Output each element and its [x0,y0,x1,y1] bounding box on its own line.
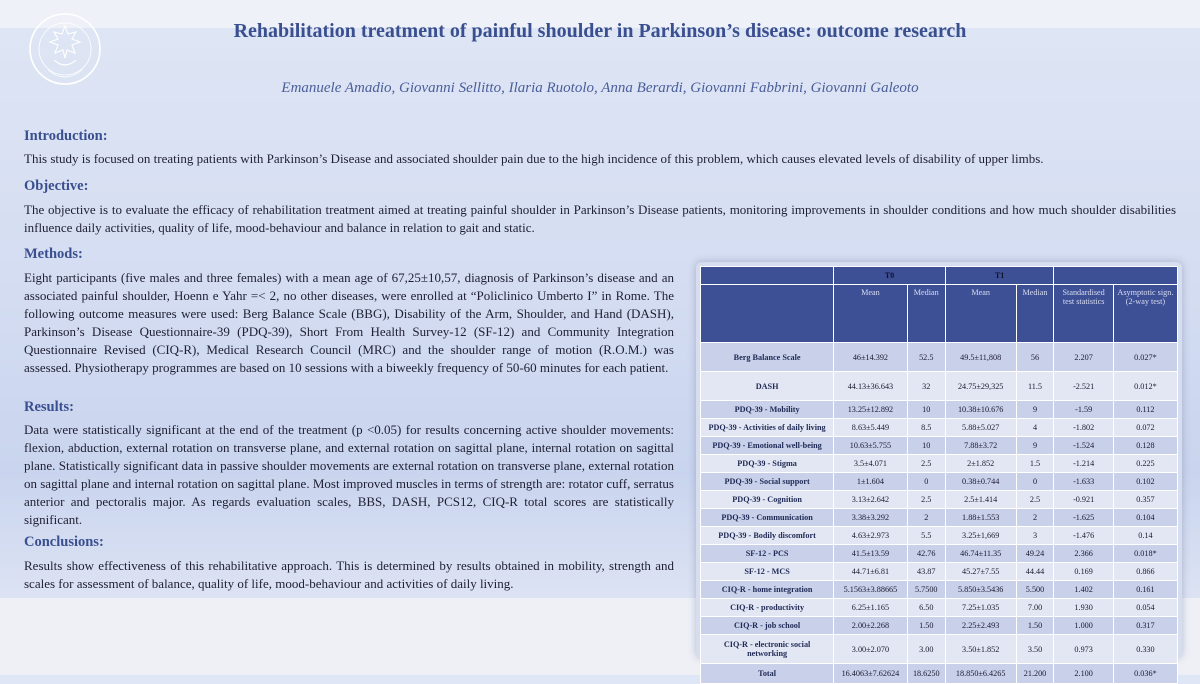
table-cell: 10 [907,401,945,419]
table-cell: 44.71±6.81 [834,563,908,581]
row-label-cell: CIQ-R - home integration [701,581,834,599]
table-cell: 3.00 [907,635,945,664]
table-cell: -0.921 [1054,491,1113,509]
table-cell: 1±1.604 [834,473,908,491]
table-cell: 5.88±5.027 [945,419,1016,437]
table-cell: 16.4063±7.62624 [834,664,908,684]
author-list: Emanuele Amadio, Giovanni Sellitto, Ilaria Ruotolo, Anna Berardi, Giovanni Fabbrini, Giovanni Galeoto [281,80,919,96]
table-cell: 49.24 [1016,545,1054,563]
table-cell: 0.072 [1113,419,1177,437]
row-label-cell: PDQ-39 - Stigma [701,455,834,473]
table-cell: 0.866 [1113,563,1177,581]
table-corner [701,267,834,285]
table-cell: 3.50±1.852 [945,635,1016,664]
conclusions-heading: Conclusions: [24,534,104,550]
table-row [701,599,1178,617]
row-label-cell: PDQ-39 - Emotional well-being [701,437,834,455]
introduction-text: This study is focused on treating patients with Parkinson’s Disease and associated shoulder pain due to the high incidence of this problem, which causes elevated levels of disability of upper limbs. [24,151,1044,166]
table-cell: 0.161 [1113,581,1177,599]
conclusions-text: Results show effectiveness of this rehabilitative approach. This is determined by results obtained in mobility, strength and scales for assessment of balance, quality of life, mood-behaviour and activities of daily living. [24,558,674,591]
table-cell: 0 [1016,473,1054,491]
table-cell: 2.207 [1054,343,1113,372]
table-cell: 0.38±0.744 [945,473,1016,491]
row-label-cell: SF-12 - PCS [701,545,834,563]
table-cell: 41.5±13.59 [834,545,908,563]
table-cell: 0.14 [1113,527,1177,545]
table-cell: 2.5 [1016,491,1054,509]
table-row [701,581,1178,599]
table-row [701,343,1178,372]
row-label-cell: DASH [701,372,834,401]
table-cell: 56 [1016,343,1054,372]
column-header: Median [1016,285,1054,343]
table-cell: 3.13±2.642 [834,491,908,509]
table-cell: 5.500 [1016,581,1054,599]
table-row [701,372,1178,401]
results-heading: Results: [24,399,74,415]
table-cell: 3 [1016,527,1054,545]
table-cell: 0.330 [1113,635,1177,664]
table-cell: 45.27±7.55 [945,563,1016,581]
column-header: Asymptotic sign. (2-way test) [1113,285,1177,343]
table-cell: -1.476 [1054,527,1113,545]
table-cell: 10.63±5.755 [834,437,908,455]
table-cell: -1.214 [1054,455,1113,473]
table-cell: 5.7500 [907,581,945,599]
table-cell: 2 [907,509,945,527]
table-cell: 18.6250 [907,664,945,684]
table-cell: 0.128 [1113,437,1177,455]
table-cell: 4 [1016,419,1054,437]
table-cell: 9 [1016,401,1054,419]
row-label-cell: CIQ-R - productivity [701,599,834,617]
table-cell: -1.524 [1054,437,1113,455]
table-cell: -1.625 [1054,509,1113,527]
table-cell: 1.5 [1016,455,1054,473]
table-cell: 0.112 [1113,401,1177,419]
table-cell: 0.169 [1054,563,1113,581]
table-cell: 24.75±29,325 [945,372,1016,401]
table-cell: 0.102 [1113,473,1177,491]
table-cell: 10.38±10.676 [945,401,1016,419]
table-cell: 2.5 [907,455,945,473]
table-cell: 0.054 [1113,599,1177,617]
group-header-t0: T0 [834,267,946,285]
table-row [701,563,1178,581]
table-cell: 7.88±3.72 [945,437,1016,455]
table-row [701,437,1178,455]
row-label-cell: CIQ-R - job school [701,617,834,635]
objective-text: The objective is to evaluate the efficacy of rehabilitation treatment aimed at treating painful shoulder in Parkinson’s Disease patients, monitoring improvements in shoulder conditions and how much shoulder disabilities influence daily activities, quality of life, mood-behaviour and balance in relation to gait and static. [24,202,1176,235]
table-row [701,455,1178,473]
column-header [701,285,834,343]
table-cell: 46.74±11.35 [945,545,1016,563]
table-cell: 46±14.392 [834,343,908,372]
row-label-cell: PDQ-39 - Social support [701,473,834,491]
table-cell: 9 [1016,437,1054,455]
column-header: Mean [945,285,1016,343]
table-cell: 5.1563±3.88665 [834,581,908,599]
table-cell: 18.850±6.4265 [945,664,1016,684]
table-row [701,419,1178,437]
table-cell: 2.00±2.268 [834,617,908,635]
table-cell: -2.521 [1054,372,1113,401]
group-header-blank [1054,267,1178,285]
results-table [700,266,1178,684]
row-label-cell: PDQ-39 - Communication [701,509,834,527]
column-header: Median [907,285,945,343]
row-label-cell: PDQ-39 - Bodily discomfort [701,527,834,545]
table-cell: 44.44 [1016,563,1054,581]
table-cell: 2 [1016,509,1054,527]
row-label-cell: SF-12 - MCS [701,563,834,581]
table-cell: 5.5 [907,527,945,545]
table-cell: 4.63±2.973 [834,527,908,545]
table-row [701,491,1178,509]
table-cell: 2.5±1.414 [945,491,1016,509]
poster-title: Rehabilitation treatment of painful shoulder in Parkinson’s disease: outcome research [233,20,967,42]
table-cell: 7.25±1.035 [945,599,1016,617]
table-row [701,509,1178,527]
table-cell: 2.366 [1054,545,1113,563]
table-cell: 2.25±2.493 [945,617,1016,635]
table-cell: 0.104 [1113,509,1177,527]
table-cell: 1.000 [1054,617,1113,635]
table-cell: 7.00 [1016,599,1054,617]
table-cell: 0.973 [1054,635,1113,664]
table-cell: 0.018* [1113,545,1177,563]
table-cell: 3.00±2.070 [834,635,908,664]
table-cell: 3.5±4.071 [834,455,908,473]
row-label-cell: CIQ-R - electronic social networking [701,635,834,664]
row-label-cell: Total [701,664,834,684]
table-cell: 0.036* [1113,664,1177,684]
table-cell: 5.850±3.5436 [945,581,1016,599]
table-cell: 0.357 [1113,491,1177,509]
table-row [701,401,1178,419]
table-cell: 11.5 [1016,372,1054,401]
objective-heading: Objective: [24,178,89,194]
column-header: Mean [834,285,908,343]
results-text: Data were statistically significant at the end of the treatment (p <0.05) for results concerning active shoulder movements: flexion, abduction, external rotation on transverse plane, and external rotation on sagittal plane, internal rotation on sagittal plane. Statistically significant data in passive shoulder movements are external rotation on transverse plane, external rotation on sagittal plane and internal rotation on sagittal plane. Most improved muscles in terms of strength are: rotator cuff, serratus anterior and pectoralis major. As regards evaluation scales, BBS, DASH, PCS12, CIQ-R total scores are statistically significant. [24,422,674,527]
table-cell: 1.50 [907,617,945,635]
row-label-cell: PDQ-39 - Mobility [701,401,834,419]
table-cell: 1.88±1.553 [945,509,1016,527]
table-cell: 21.200 [1016,664,1054,684]
table-cell: 44.13±36.643 [834,372,908,401]
table-cell: 2.5 [907,491,945,509]
table-cell: 10 [907,437,945,455]
group-header-t1: T1 [945,267,1054,285]
table-body [701,343,1178,684]
table-cell: -1.59 [1054,401,1113,419]
table-cell: 42.76 [907,545,945,563]
table-row [701,635,1178,664]
table-cell: 0.012* [1113,372,1177,401]
table-row [701,664,1178,684]
table-cell: 1.402 [1054,581,1113,599]
table-cell: 2±1.852 [945,455,1016,473]
methods-text: Eight participants (five males and three females) with a mean age of 67,25±10,57, diagnosis of Parkinson’s disease and an associated painful shoulder, Hoenn e Yahr =< 2, no other diseases, were enrolled at “Policlinico Umberto I” in Rome. The following outcome measures were used: Berg Balance Scale (BBG), Disability of the Arm, Shoulder, and Hand (DASH), Parkinson’s Disease Questionnaire-39 (PDQ-39), Short From Health Survey-12 (SF-12) and Community Integration Questionnaire Revised (CIQ-R), Medical Research Council (MRC) and the shoulder range of motion (R.O.M.) was assessed. Physiotherapy programmes are based on 10 sessions with a biweekly frequency of 50-60 minutes for each patient. [24,270,674,375]
table-cell: -1.633 [1054,473,1113,491]
table-cell: 1.50 [1016,617,1054,635]
table-cell: 6.25±1.165 [834,599,908,617]
introduction-heading: Introduction: [24,128,108,144]
methods-heading: Methods: [24,246,83,262]
table-row [701,473,1178,491]
table-cell: 13.25±12.892 [834,401,908,419]
table-cell: 0.225 [1113,455,1177,473]
table-row [701,617,1178,635]
row-label-cell: PDQ-39 - Cognition [701,491,834,509]
table-cell: 6.50 [907,599,945,617]
table-cell: 0 [907,473,945,491]
row-label-cell: PDQ-39 - Activities of daily living [701,419,834,437]
table-cell: -1.802 [1054,419,1113,437]
table-cell: 32 [907,372,945,401]
table-cell: 8.5 [907,419,945,437]
row-label-cell: Berg Balance Scale [701,343,834,372]
table-cell: 3.38±3.292 [834,509,908,527]
table-cell: 43.87 [907,563,945,581]
table-cell: 8.63±5.449 [834,419,908,437]
table-cell: 3.25±1,669 [945,527,1016,545]
table-cell: 49.5±11,808 [945,343,1016,372]
results-table-panel [696,262,1182,678]
table-row [701,545,1178,563]
table-row [701,527,1178,545]
table-cell: 1.930 [1054,599,1113,617]
table-cell: 0.027* [1113,343,1177,372]
table-cell: 3.50 [1016,635,1054,664]
table-cell: 0.317 [1113,617,1177,635]
table-cell: 52.5 [907,343,945,372]
table-cell: 2.100 [1054,664,1113,684]
column-header: Standardised test statistics [1054,285,1113,343]
